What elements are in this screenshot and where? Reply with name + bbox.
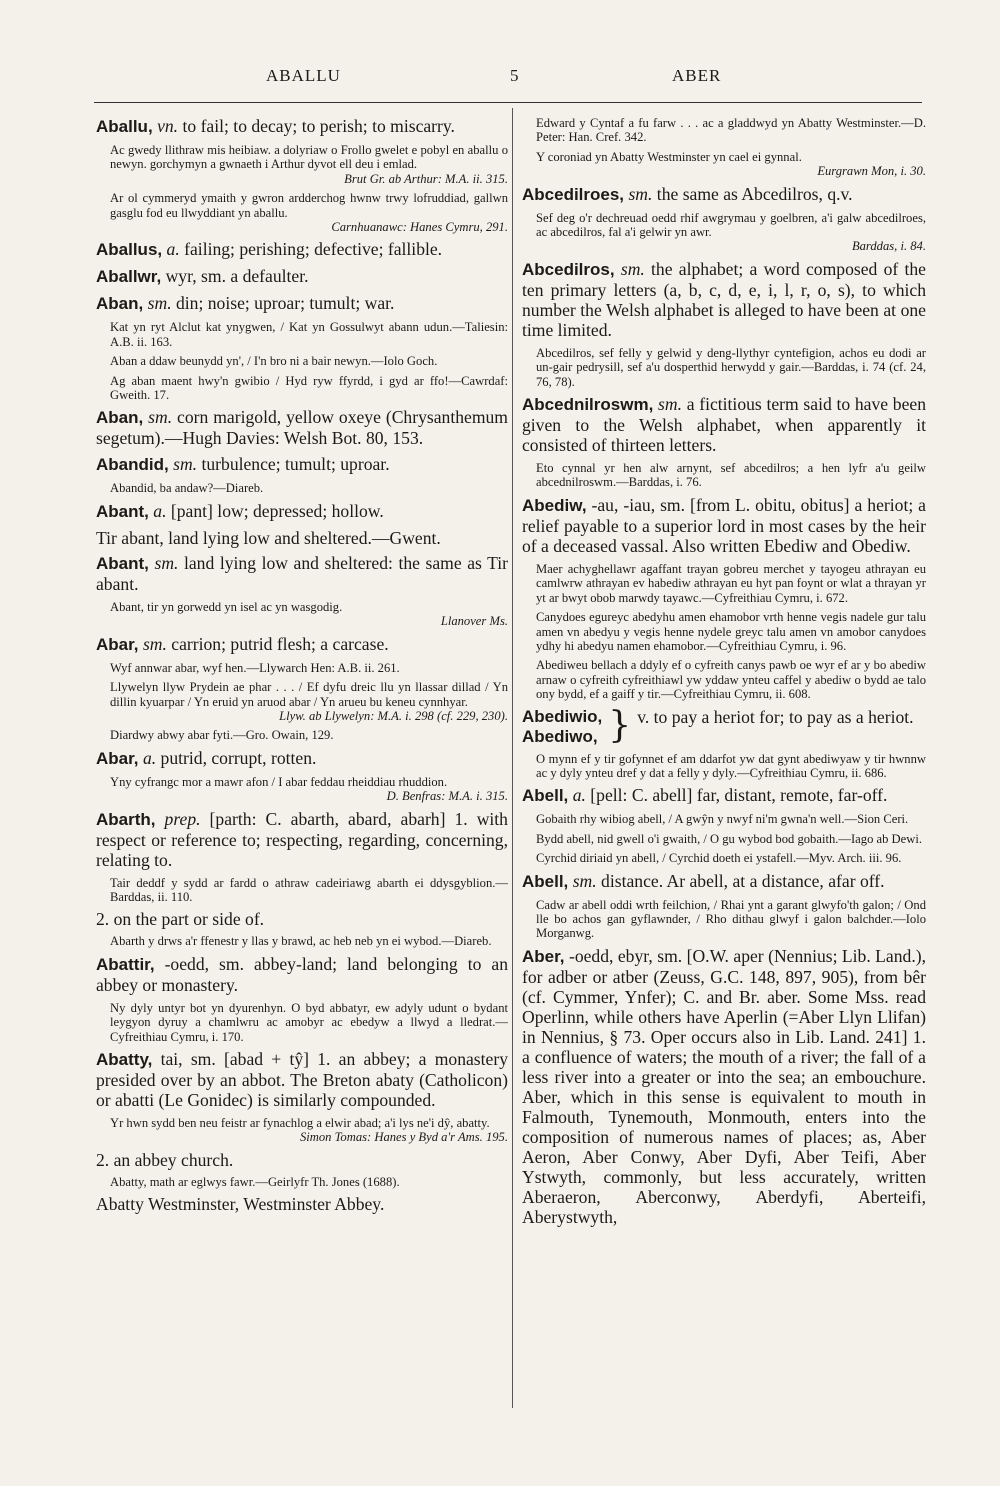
left-column — [96, 116, 508, 1219]
headword: Aban, — [96, 294, 144, 314]
headword: Abant, — [96, 553, 149, 573]
citation-source: Eurgrawn Mon, i. 30. — [817, 164, 926, 179]
citation-source: Simon Tomas: Hanes y Byd a'r Ams. 195. — [299, 1130, 508, 1145]
citation-quote — [536, 211, 926, 254]
definition: carrion; putrid flesh; a carcase. — [166, 633, 389, 654]
dictionary-entry — [522, 394, 926, 455]
headword: Abell, — [522, 871, 569, 891]
quote-text: Cadw ar abell oddi wrth feilchion, / Rhai ynt a garant glwyfo'th galon; / Ond lle bo achos gan gyflawnder, / Rho dithau glwyf i galon balchder.—Iolo Morganwg. — [536, 897, 926, 941]
part-of-speech: a. — [166, 239, 180, 260]
definition: a fictitious term said to have been given to the Welsh alphabet, when apparently it consisted of thirteen letters. — [522, 394, 926, 456]
dictionary-entry — [522, 785, 926, 806]
headword: Aballwr, — [96, 267, 162, 287]
quote-text: Cyrchid diriaid yn abell, / Cyrchid doeth ei ystafell.—Myv. Arch. iii. 96. — [536, 851, 902, 866]
citation-quote — [110, 680, 508, 723]
headword: Abar, — [96, 634, 139, 654]
header-rule — [94, 102, 922, 103]
quote-text: Sef deg o'r dechreuad oedd rhif awgrymau y goelbren, a'i galw abcedilroes, ac abcedilros, fal a'i gelwir yn awr. — [536, 210, 926, 240]
citation-quote — [110, 191, 508, 234]
quote-text: Abatty, math ar eglwys fawr.—Geirlyfr Th. Jones (1688). — [110, 1174, 400, 1189]
citation-quote — [536, 851, 926, 865]
citation-quote — [536, 346, 926, 389]
citation-quote — [536, 658, 926, 701]
brace-symbol: } — [608, 704, 632, 746]
quote-text: Bydd abell, nid gwell o'i gwaith, / O gu wybod bod gobaith.—Iago ab Dewi. — [536, 831, 922, 846]
citation-quote — [110, 1001, 508, 1044]
citation-quote — [110, 481, 508, 495]
quote-text: Y coroniad yn Abatty Westminster yn cael ei gynnal. — [536, 149, 802, 164]
quote-text: Kat yn ryt Alclut kat ynygwen, / Kat yn Gossulwyt abann udun.—Taliesin: A.B. ii. 163. — [110, 320, 508, 349]
citation-quote — [110, 876, 508, 905]
headword: Abcednilroswm, — [522, 395, 654, 415]
citation-quote — [110, 600, 508, 629]
definition: turbulence; tumult; uproar. — [197, 454, 390, 475]
citation-quote — [110, 934, 508, 948]
quote-text: Wyf annwar abar, wyf hen.—Llywarch Hen: A.B. ii. 261. — [110, 660, 400, 675]
definition: v. to pay a heriot for; to pay as a heriot. — [637, 706, 914, 727]
sub-sense: Abatty Westminster, Westminster Abbey. — [96, 1194, 385, 1215]
part-of-speech: sm. — [148, 407, 173, 428]
headword: Abatty, — [96, 1049, 153, 1069]
headword: Aballus, — [96, 240, 163, 260]
citation-quote — [110, 354, 508, 368]
definition: [parth: C. abarth, abard, abarh] 1. with respect or reference to; respecting, regarding, concerning, relating to. — [96, 808, 508, 870]
definition: the same as Abcedilros, q.v. — [652, 183, 853, 204]
right-column — [522, 116, 926, 1233]
sub-sense: 2. on the part or side of. — [96, 909, 265, 930]
definition: -au, -iau, sm. [from L. obitu, obitus] a heriot; a relief payable to a superior lord in most cases by the heir of a deceased vassal. Also written Ebediw and Obediw. — [522, 494, 926, 556]
citation-source: Llanover Ms. — [440, 614, 508, 629]
definition: din; noise; uproar; tumult; war. — [171, 293, 395, 314]
headword: Abandid, — [96, 455, 169, 475]
headword: Abell, — [522, 786, 569, 806]
quote-text: Llywelyn llyw Prydein ae phar . . . / Ef dyfu dreic llu yn llassar dillad / Yn dillin kyuarpar / Yn eruid yn aruod abar / Yn arueu bu keneu cynnhyar. — [110, 680, 508, 709]
citation-quote — [110, 1116, 508, 1145]
citation-source: Brut Gr. ab Arthur: M.A. ii. 315. — [344, 171, 508, 186]
citation-source: D. Benfras: M.A. i. 315. — [386, 789, 508, 804]
dictionary-entry — [96, 239, 508, 260]
part-of-speech: a. — [572, 785, 586, 806]
citation-quote — [110, 1175, 508, 1189]
citation-quote — [536, 752, 926, 781]
headword: Abediw, — [522, 495, 587, 515]
quote-text: Ar ol cymmeryd ymaith y gwron ardderchog hwnw trwy lofruddiad, gallwn gasglu fod eu llwyddiant yn aballu. — [110, 191, 508, 220]
definition: -oedd, ebyr, sm. [O.W. aper (Nennius; Lib. Land.), for adber or atber (Zeuss, G.C. 148, 897, 905), from bêr (cf. Cymmer, Ynfer); C. and Br. aber. Some Mss. read Operlinn, while others have Aperlin (=Aber Llyn Llifan) in Nennius, § 73. Oper occurs also in Lib. Land. 241] 1. a confluence of waters; the mouth of a river; the fall of a less river into a greater or into the sea; an embouchure. Aber, which in this sense is equivalent to mouth in Falmouth, Tynemouth, Monmouth, enters into the composition of numerous names of places; as, Aber Aeron, Aber Conwy, Aber Dyfi, Aber Teifi, Aber Ystwyth, commonly, but less accurately, written Aberaeron, Aberconwy, Aberdyfi, Aberteifi, Aberystwyth, — [522, 945, 926, 1227]
quote-text: Yny cyfrangc mor a mawr afon / I abar feddau rheiddiau rhuddion. — [110, 774, 448, 789]
running-head-left: ABALLU — [266, 66, 341, 85]
citation-quote — [536, 150, 926, 179]
quote-text: O mynn ef y tir gofynnet ef am ddarfot yw dat gynt abediwyaw y tir hwnnw ac y dyly ynteu dref y dat a felly y dyly.—Cyfreithiau Cymru, ii. 686. — [536, 751, 926, 780]
dictionary-entry — [96, 748, 508, 769]
quote-text: Abant, tir yn gorwedd yn isel ac yn wasgodig. — [110, 599, 343, 614]
citation-source: Llyw. ab Llywelyn: M.A. i. 298 (cf. 229, 230). — [279, 708, 508, 723]
definition: putrid, corrupt, rotten. — [156, 747, 317, 768]
part-of-speech: a. — [142, 747, 157, 768]
headword: Abattir, — [96, 954, 155, 974]
quote-text: Ny dyly untyr bot yn dyurenhyn. O byd abbatyr, ew adyly udunt o bydant leygyon dyruy a chamlwru ac amobyr ac ebedyw a llwyd a lledrat.—Cyfreithiau Cymru, i. 170. — [110, 1000, 508, 1044]
sub-sense: Tir abant, land lying low and sheltered.—Gwent. — [96, 527, 441, 548]
dictionary-entry — [96, 501, 508, 522]
citation-quote — [110, 374, 508, 403]
part-of-speech: a. — [153, 500, 167, 521]
dictionary-entry — [96, 116, 508, 137]
running-head-right: ABER — [672, 66, 722, 85]
quote-text: Maer achyghellawr agaffant trayan gobreu merchet y tayogeu athrayan eu camlwrw athrayan ev habediw athrayan eu hyt pan foynt or wlat a thrayan yr yt ar bwyt obob marwdy tayawc.—Cyfreithiau Cymru, i. 672. — [536, 561, 926, 605]
dictionary-entry — [96, 1049, 508, 1110]
definition: wyr, sm. a defaulter. — [161, 266, 309, 287]
headword: Abediwo, — [522, 726, 598, 746]
definition: the alphabet; a word composed of the ten primary letters (a, b, c, d, e, i, l, r, o, s), to which number the Welsh alphabet is alleged to have been at one time limited. — [522, 258, 926, 340]
citation-quote — [536, 898, 926, 941]
citation-quote — [536, 116, 926, 145]
quote-text: Tair deddf y sydd ar fardd o athraw cadeiriawg abarth ei ddysgyblion.—Barddas, ii. 110. — [110, 875, 508, 904]
dictionary-entry — [522, 946, 926, 1227]
quote-text: Yr hwn sydd ben neu feistr ar fynachlog a elwir abad; a'i lys ne'i dŷ, abatty. — [110, 1115, 490, 1130]
citation-quote — [536, 461, 926, 490]
part-of-speech: sm. — [628, 183, 653, 204]
headword: Aballu, — [96, 117, 153, 136]
quote-text: Abediweu bellach a ddyly ef o cyfreith canys pawb oe wyr ef ar y bo abediw arnaw o cyfreith cyfreithiawl yw yddaw ynteu caffel y abediw o bydd ae talo ony bydd, ef a gaiff y tir.—Cyfreithiau Cymru, ii. 608. — [536, 658, 926, 702]
part-of-speech: sm. — [154, 552, 179, 573]
quote-text: Abandid, ba andaw?—Diareb. — [110, 481, 264, 496]
citation-quote — [536, 562, 926, 605]
definition: corn marigold, yellow oxeye (Chrysanthemum segetum).—Hugh Davies: Welsh Bot. 80, 153. — [96, 407, 508, 449]
column-divider — [512, 108, 513, 1408]
quote-text: Canydoes egureyc abedyhu amen ehamobor vrth henne vegis nadele gur talu amen vn abedyu y vegis henne nydele greyc talu amen vn amobor canydoes ydhy hi abedyu namen ehamobor.—Cyfreithiau Cymru, i. 96. — [536, 610, 926, 653]
dictionary-entry — [522, 184, 926, 205]
citation-quote — [536, 610, 926, 653]
page-number: 5 — [510, 66, 520, 85]
citation-quote — [536, 812, 926, 826]
headword: Abar, — [96, 748, 139, 768]
definition: land lying low and sheltered: the same as Tir abant. — [96, 552, 508, 594]
dictionary-entry — [522, 871, 926, 892]
definition: tai, sm. [abad + tŷ] 1. an abbey; a monastery presided over by an abbot. The Breton abaty (Catholicon) or abatti (Le Gonidec) is similarly compounded. — [96, 1048, 508, 1110]
part-of-speech: sm. — [658, 394, 682, 415]
quote-text: Aban a ddaw beunydd yn', / I'n bro ni a bair newyn.—Iolo Goch. — [110, 354, 438, 369]
dictionary-entry — [96, 954, 508, 995]
headword: Abcedilros, — [522, 259, 615, 279]
dictionary-entry — [522, 259, 926, 340]
definition: to fail; to decay; to perish; to miscarry. — [178, 116, 455, 136]
citation-quote — [110, 661, 508, 675]
quote-text: Ag aban maent hwy'n gwibio / Hyd ryw ffyrdd, i gyd ar ffo!—Cawrdaf: Gweith. 17. — [110, 373, 508, 403]
part-of-speech: sm. — [572, 870, 597, 891]
headword: Abant, — [96, 501, 149, 521]
citation-quote — [110, 320, 508, 349]
headword: Abarth, — [96, 809, 156, 829]
part-of-speech: vn. — [157, 116, 179, 136]
quote-text: Eto cynnal yr hen alw arnynt, sef abcedilros; a hen lyfr a'u geilw abcednilroswm.—Barddas, i. 76. — [536, 461, 926, 490]
part-of-speech: sm. — [173, 454, 198, 475]
part-of-speech: sm. — [620, 258, 645, 279]
dictionary-entry — [96, 809, 508, 870]
citation-quote — [536, 832, 926, 846]
citation-source: Barddas, i. 84. — [851, 239, 926, 254]
dictionary-entry — [96, 553, 508, 594]
definition: [pell: C. abell] far, distant, remote, far-off. — [585, 785, 888, 806]
dictionary-entry — [96, 454, 508, 475]
part-of-speech: prep. — [164, 808, 201, 829]
braced-headwords — [522, 707, 602, 747]
dictionary-entry — [96, 634, 508, 655]
citation-quote — [110, 728, 508, 742]
definition: distance. Ar abell, at a distance, afar off. — [596, 870, 885, 891]
definition: failing; perishing; defective; fallible. — [179, 239, 443, 260]
definition: [pant] low; depressed; hollow. — [166, 500, 384, 521]
running-head — [96, 66, 922, 92]
dictionary-entry — [96, 407, 508, 448]
definition: -oedd, sm. abbey-land; land belonging to an abbey or monastery. — [96, 953, 508, 995]
headword: Aber, — [522, 946, 565, 966]
quote-text: Abcedilros, sef felly y gelwid y deng-llythyr cyntefigion, achos eu dodi ar un-gair pedrysill, sef a'u dosperthid herwydd y gair.—Barddas, i. 74 (cf. 24, 76, 78). — [536, 345, 926, 389]
quote-text: Diardwy abwy abar fyti.—Gro. Owain, 129. — [110, 728, 334, 743]
citation-quote — [110, 775, 508, 804]
sub-sense: 2. an abbey church. — [96, 1149, 234, 1170]
quote-text: Edward y Cyntaf a fu farw . . . ac a gladdwyd yn Abatty Westminster.—D. Peter: Han. Cref. 342. — [536, 116, 926, 145]
dictionary-entry — [522, 495, 926, 556]
citation-source: Carnhuanawc: Hanes Cymru, 291. — [331, 220, 508, 235]
quote-text: Ac gwedy llithraw mis heibiaw. a dolyriaw o Frollo gwelet e pobyl en aballu o newyn. gorchymyn a gwnaeth i Arthur dyvot ell deu i emlad. — [110, 143, 508, 172]
headword: Abediwio, — [522, 706, 603, 726]
part-of-speech: sm. — [147, 293, 172, 314]
dictionary-entry — [96, 293, 508, 314]
quote-text: Gobaith rhy wibiog abell, / A gwŷn y nwyf ni'm gwna'n well.—Sion Ceri. — [536, 812, 909, 827]
headword: Abcedilroes, — [522, 184, 625, 204]
braced-entry — [522, 704, 926, 747]
quote-text: Abarth y drws a'r ffenestr y llas y brawd, ac heb neb yn ei wybod.—Diareb. — [110, 934, 492, 949]
headword: Aban, — [96, 408, 144, 428]
part-of-speech: sm. — [142, 633, 167, 654]
citation-quote — [110, 143, 508, 186]
dictionary-entry — [96, 266, 508, 287]
